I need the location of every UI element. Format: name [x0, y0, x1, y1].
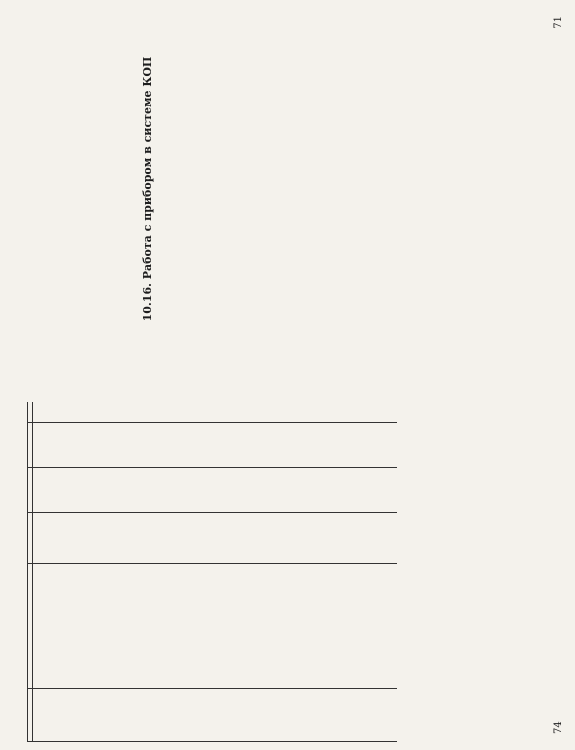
table-row: [189, 402, 215, 742]
cell-mode: [267, 564, 293, 689]
cell-byte-3: [111, 402, 137, 423]
cell-mode: [215, 564, 241, 689]
cell-mode: [59, 564, 85, 689]
paragraphs-before-heading: [8, 8, 133, 370]
cell-function: [371, 689, 397, 742]
cell-function: [215, 689, 241, 742]
table-row: [111, 402, 137, 742]
cell-byte-3: [85, 402, 111, 423]
cell-byte-3: [241, 402, 267, 423]
cell-symbols: [163, 513, 189, 564]
cell-symbols: [241, 513, 267, 564]
cell-symbols: [345, 513, 371, 564]
table-row: [215, 402, 241, 742]
cell-byte-2: [59, 423, 85, 468]
cell-function: [293, 689, 319, 742]
cell-byte-3: [163, 402, 189, 423]
cell-byte-3: [59, 402, 85, 423]
cell-byte-2: [293, 423, 319, 468]
table-row: [371, 402, 397, 742]
cell-byte-3: [267, 402, 293, 423]
table-row: [33, 402, 60, 742]
cell-byte-1: [85, 468, 111, 513]
cell-function: [59, 689, 85, 742]
cell-byte-1: [189, 468, 215, 513]
cell-byte-2: [33, 423, 60, 468]
table-note: [403, 402, 429, 742]
paragraph: [120, 8, 133, 370]
table-row: [163, 402, 189, 742]
paragraph: [72, 8, 85, 370]
cell-mode: [241, 564, 267, 689]
paragraph: [175, 8, 188, 370]
cell-byte-1: [33, 468, 60, 513]
table-row: [137, 402, 163, 742]
cell-byte-1: [163, 468, 189, 513]
page-number-right: 71: [553, 16, 564, 29]
cell-byte-2: [111, 423, 137, 468]
cell-function: [163, 689, 189, 742]
cell-symbols: [33, 513, 60, 564]
cell-mode: [85, 564, 111, 689]
cell-byte-1: [371, 468, 397, 513]
paragraph: [56, 8, 69, 370]
cell-byte-1: [319, 468, 345, 513]
table-row: [59, 402, 85, 742]
cell-symbols: [189, 513, 215, 564]
cell-byte-2: [163, 423, 189, 468]
section-heading: 10.16. Работа с прибором в системе КОП: [141, 56, 154, 322]
cell-function: [189, 689, 215, 742]
paragraphs-after-heading: [159, 8, 204, 370]
cell-byte-1: [111, 468, 137, 513]
table-row: [241, 402, 267, 742]
cell-byte-2: [267, 423, 293, 468]
right-page: [8, 8, 568, 370]
cell-byte-1: [293, 468, 319, 513]
left-page: [8, 402, 568, 742]
cell-byte-2: [371, 423, 397, 468]
cell-symbols: [293, 513, 319, 564]
paragraph: [88, 8, 101, 370]
cell-byte-1: [241, 468, 267, 513]
cell-function: [33, 689, 60, 742]
cell-function: [111, 689, 137, 742]
paragraph: [104, 8, 117, 370]
cell-symbols: [267, 513, 293, 564]
cell-byte-2: [345, 423, 371, 468]
cell-mode: [293, 564, 319, 689]
cell-byte-3: [137, 402, 163, 423]
cell-mode: [33, 564, 60, 689]
cell-byte-3: [215, 402, 241, 423]
cell-function: [137, 689, 163, 742]
cell-byte-1: [267, 468, 293, 513]
cell-symbols: [215, 513, 241, 564]
paragraph: [40, 8, 53, 370]
cell-function: [345, 689, 371, 742]
paragraph: [191, 8, 204, 370]
table-row: [85, 402, 111, 742]
codes-table: [27, 402, 397, 742]
cell-byte-1: [215, 468, 241, 513]
cell-symbols: [59, 513, 85, 564]
table-row: [267, 402, 293, 742]
cell-byte-2: [241, 423, 267, 468]
cell-byte-2: [215, 423, 241, 468]
cell-byte-2: [85, 423, 111, 468]
cell-mode: [137, 564, 163, 689]
cell-byte-3: [371, 402, 397, 423]
cell-byte-3: [293, 402, 319, 423]
cell-byte-2: [189, 423, 215, 468]
paragraph: [24, 8, 37, 370]
table-caption: [10, 406, 23, 742]
paragraph: [8, 8, 21, 370]
cell-byte-1: [345, 468, 371, 513]
paragraph: [159, 8, 172, 370]
cell-byte-3: [345, 402, 371, 423]
cell-mode: [319, 564, 345, 689]
cell-byte-1: [59, 468, 85, 513]
cell-mode: [371, 564, 397, 689]
cell-symbols: [319, 513, 345, 564]
cell-function: [319, 689, 345, 742]
cell-mode: [111, 564, 137, 689]
cell-byte-3: [33, 402, 60, 423]
cell-byte-1: [137, 468, 163, 513]
cell-function: [267, 689, 293, 742]
cell-function: [85, 689, 111, 742]
cell-symbols: [371, 513, 397, 564]
cell-symbols: [111, 513, 137, 564]
table-row: [345, 402, 371, 742]
table-row: [319, 402, 345, 742]
page-number-left: 74: [553, 721, 564, 734]
cell-byte-2: [319, 423, 345, 468]
cell-mode: [345, 564, 371, 689]
table-row: [293, 402, 319, 742]
codes-table-body: [33, 402, 398, 742]
cell-symbols: [85, 513, 111, 564]
cell-mode: [163, 564, 189, 689]
cell-mode: [189, 564, 215, 689]
cell-symbols: [137, 513, 163, 564]
cell-function: [241, 689, 267, 742]
cell-byte-2: [137, 423, 163, 468]
cell-byte-3: [189, 402, 215, 423]
cell-byte-3: [319, 402, 345, 423]
